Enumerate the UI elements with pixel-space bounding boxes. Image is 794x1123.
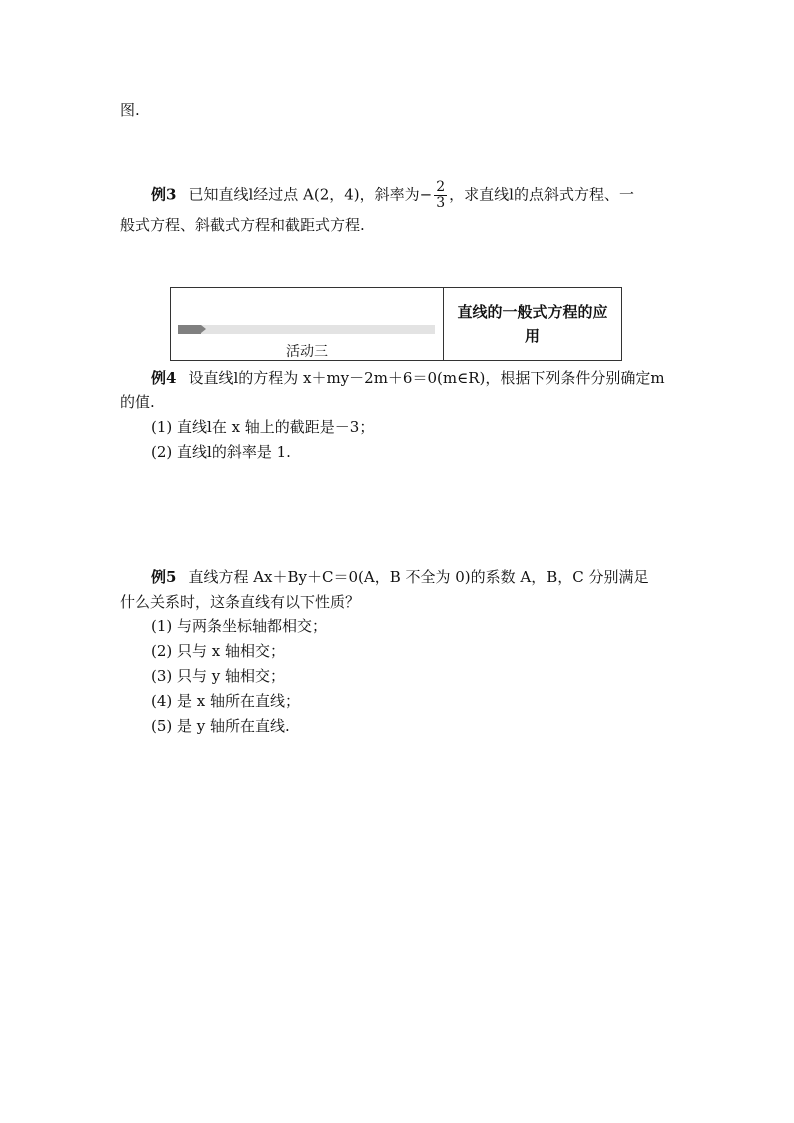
slope-fraction	[434, 180, 447, 211]
example-5-label: 例5	[151, 568, 177, 586]
example-5-item-5: (5) 是 y 轴所在直线.	[151, 717, 290, 735]
progress-bar-fill	[178, 325, 201, 334]
fraction-denominator: 3	[436, 195, 446, 211]
activity-progress-cell	[171, 288, 444, 360]
minus-sign: −	[419, 185, 433, 204]
fraction-numerator: 2	[436, 179, 446, 195]
activity-title: 直线的一般式方程的应用	[457, 303, 608, 345]
example-3-text-after: ，求直线l的点斜式方程、一	[449, 185, 634, 204]
example-5-item-4: (4) 是 x 轴所在直线；	[151, 692, 301, 710]
continued-text: 图.	[120, 101, 140, 119]
example-4-line-2: 的值.	[120, 393, 155, 411]
example-3-label: 例3	[151, 185, 177, 204]
example-3-text: 已知直线l经过点 A(2，4)，斜率为	[188, 185, 420, 204]
example-5-item-3: (3) 只与 y 轴相交；	[151, 667, 286, 685]
example-5-item-1: (1) 与两条坐标轴都相交；	[151, 617, 328, 635]
example-4-line-1	[151, 368, 665, 388]
example-4-item-2: (2) 直线l的斜率是 1.	[151, 443, 291, 461]
example-4-item-1: (1) 直线l在 x 轴上的截距是－3；	[151, 418, 375, 436]
example-3-line-2: 般式方程、斜截式方程和截距式方程.	[120, 216, 365, 234]
example-4-label: 例4	[151, 369, 177, 387]
activity-section-box	[170, 287, 622, 361]
example-5-line-1	[151, 567, 649, 587]
example-5-text: 直线方程 Ax＋By＋C＝0(A，B 不全为 0)的系数 A，B，C 分别满足	[188, 568, 649, 586]
progress-bar-track	[178, 325, 435, 334]
example-4-text: 设直线l的方程为 x＋my－2m＋6＝0(m∈R)，根据下列条件分别确定m	[188, 369, 665, 387]
example-3-line-1	[151, 180, 634, 211]
progress-arrow-icon	[201, 325, 206, 333]
activity-name: 活动三	[286, 344, 328, 360]
example-5-line-2: 什么关系时，这条直线有以下性质？	[120, 593, 361, 611]
example-5-item-2: (2) 只与 x 轴相交；	[151, 642, 286, 660]
